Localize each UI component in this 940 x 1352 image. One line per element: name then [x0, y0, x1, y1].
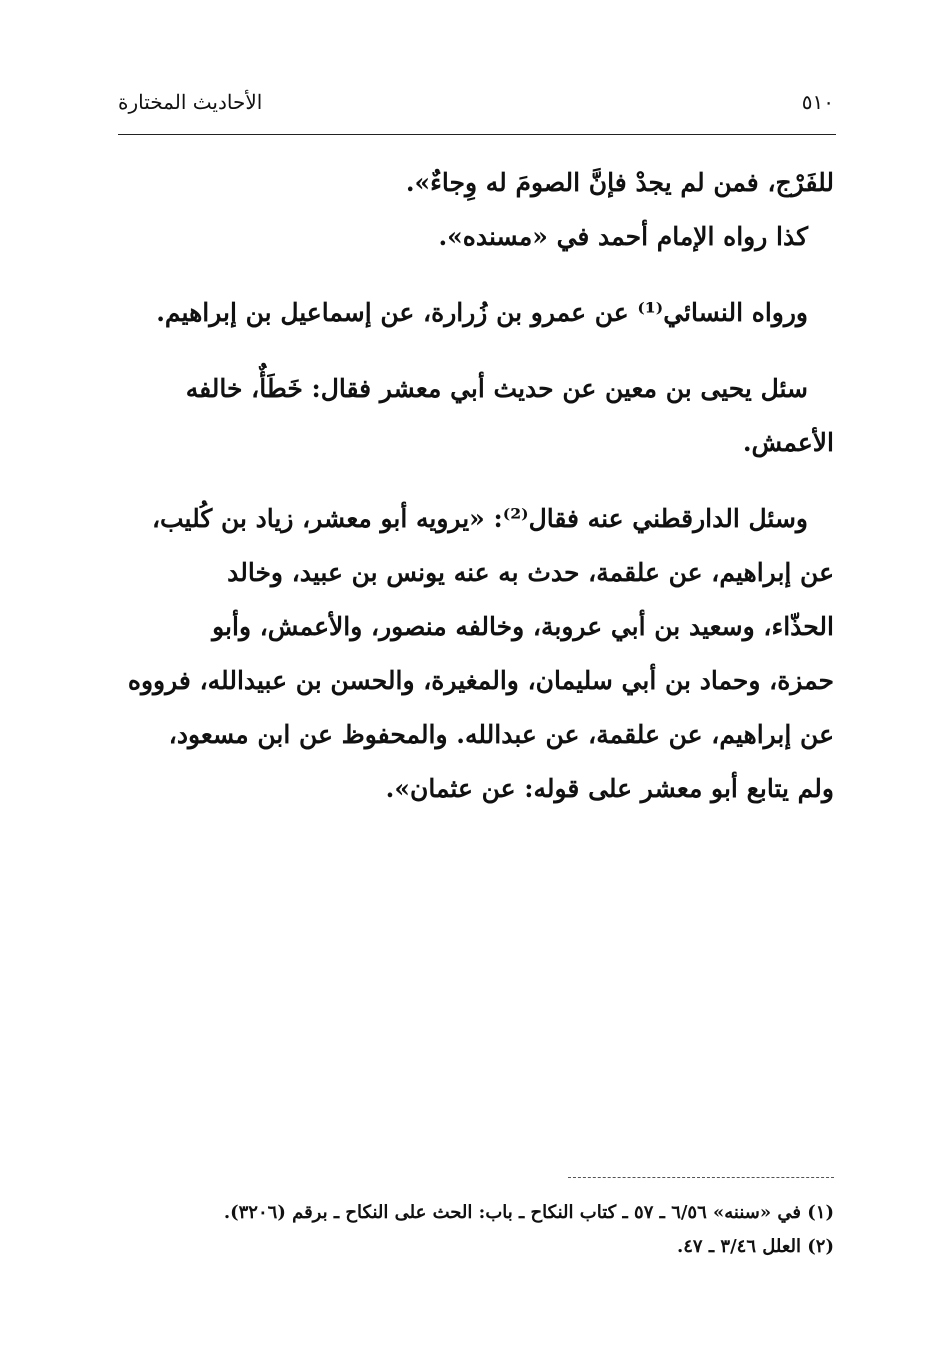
text-line: الحذّاء، وسعيد بن أبي عروبة، وخالفه منصور، والأعمش، وأبو — [212, 612, 834, 641]
page-header — [118, 86, 834, 126]
text-line: سئل يحيى بن معين عن حديث أبي معشر فقال: خَطَأٌ، خالفه — [185, 374, 808, 403]
footnote-item: (٢) العلل ٣/٤٦ ـ ٤٧. — [676, 1236, 834, 1257]
text-line: ولم يتابع أبو معشر على قوله: عن عثمان». — [385, 774, 834, 803]
header-divider — [118, 134, 836, 135]
main-text — [120, 156, 834, 816]
text-line: حمزة، وحماد بن أبي سليمان، والمغيرة، والحسن بن عبيدالله، فرووه — [127, 666, 834, 695]
running-title: الأحاديث المختارة — [118, 90, 263, 114]
text-line: وسئل الدارقطني عنه فقال⁽²⁾: «يرويه أبو معشر، زياد بن كُليب، — [151, 504, 808, 533]
footnote-divider — [568, 1177, 834, 1178]
text-line: عن إبراهيم، عن علقمة، عن عبدالله. والمحفوظ عن ابن مسعود، — [168, 720, 834, 749]
paragraph-gap — [120, 340, 834, 362]
page-number: ٥١٠ — [801, 90, 834, 114]
text-line: ورواه النسائي⁽¹⁾ عن عمرو بن زُرارة، عن إسماعيل بن إبراهيم. — [156, 298, 808, 327]
paragraph-gap — [120, 470, 834, 492]
text-line: كذا رواه الإمام أحمد في «مسنده». — [438, 222, 808, 251]
text-line: الأعمش. — [742, 428, 834, 457]
footnotes — [120, 1196, 834, 1264]
footnote-item: (١) في «سننه» ٦/٥٦ ـ ٥٧ ـ كتاب النكاح ـ باب: الحث على النكاح ـ برقم (٣٢٠٦). — [223, 1202, 834, 1223]
text-line: للفَرْج، فمن لم يجدْ فإنَّ الصومَ له وِجاءٌ». — [405, 168, 834, 197]
text-line: عن إبراهيم، عن علقمة، حدث به عنه يونس بن عبيد، وخالد — [227, 558, 834, 587]
paragraph-gap — [120, 264, 834, 286]
